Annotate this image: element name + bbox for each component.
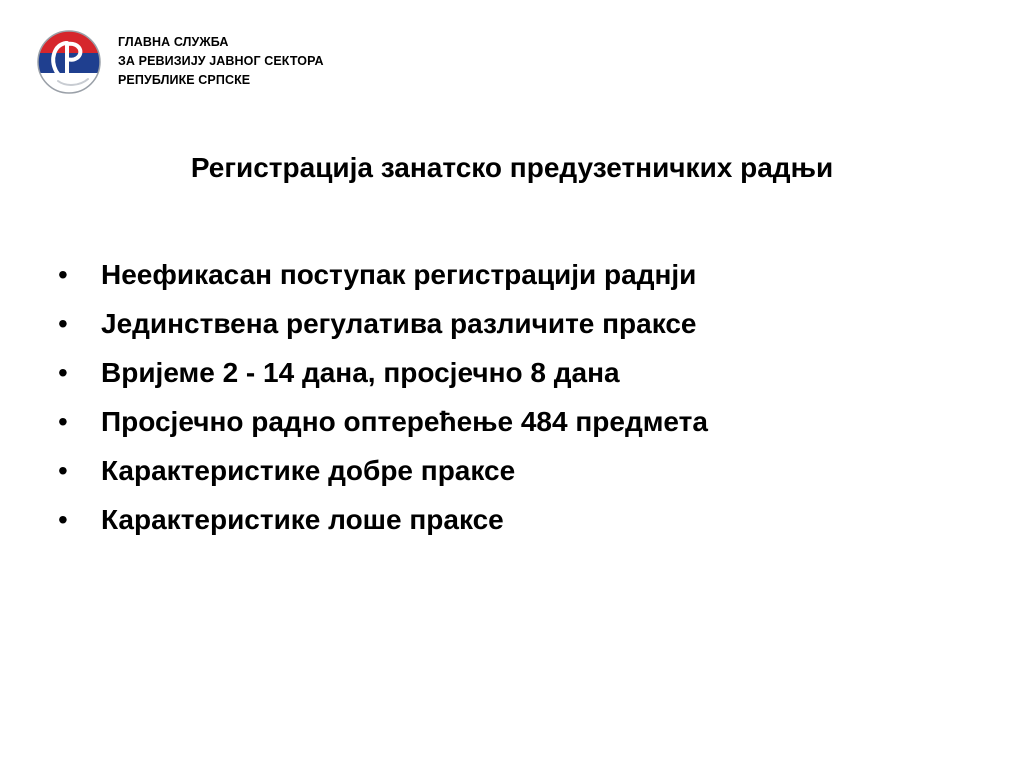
org-name-line-2: ЗА РЕВИЗИЈУ ЈАВНОГ СЕКТОРА [118, 54, 324, 68]
bullet-marker: • [58, 308, 68, 339]
org-name-line-3: РЕПУБЛИКЕ СРПСКЕ [118, 73, 251, 87]
bullet-text: Просјечно радно оптерећење 484 предмета [101, 406, 708, 437]
bullet-text: Карактеристике лоше праксе [101, 504, 504, 535]
bullet-marker: • [58, 259, 68, 290]
bullet-text: Карактеристике добре праксе [101, 455, 516, 486]
bullet-text: Неефикасан поступак регистрацији раднји [101, 259, 697, 290]
slide-title: Регистрација занатско предузетничких радњи [190, 152, 834, 183]
bullet-marker: • [58, 455, 68, 486]
bullet-text: Вријеме 2 - 14 дана, просјечно 8 дана [101, 357, 620, 388]
bullet-marker: • [58, 406, 68, 437]
org-name-line-1: ГЛАВНА СЛУЖБА [118, 35, 229, 49]
bullet-text: Јединствена регулатива различите праксе [101, 308, 697, 339]
institution-emblem-icon [36, 29, 102, 95]
bullet-marker: • [58, 357, 68, 388]
bullet-marker: • [58, 504, 68, 535]
organization-name [118, 33, 324, 90]
